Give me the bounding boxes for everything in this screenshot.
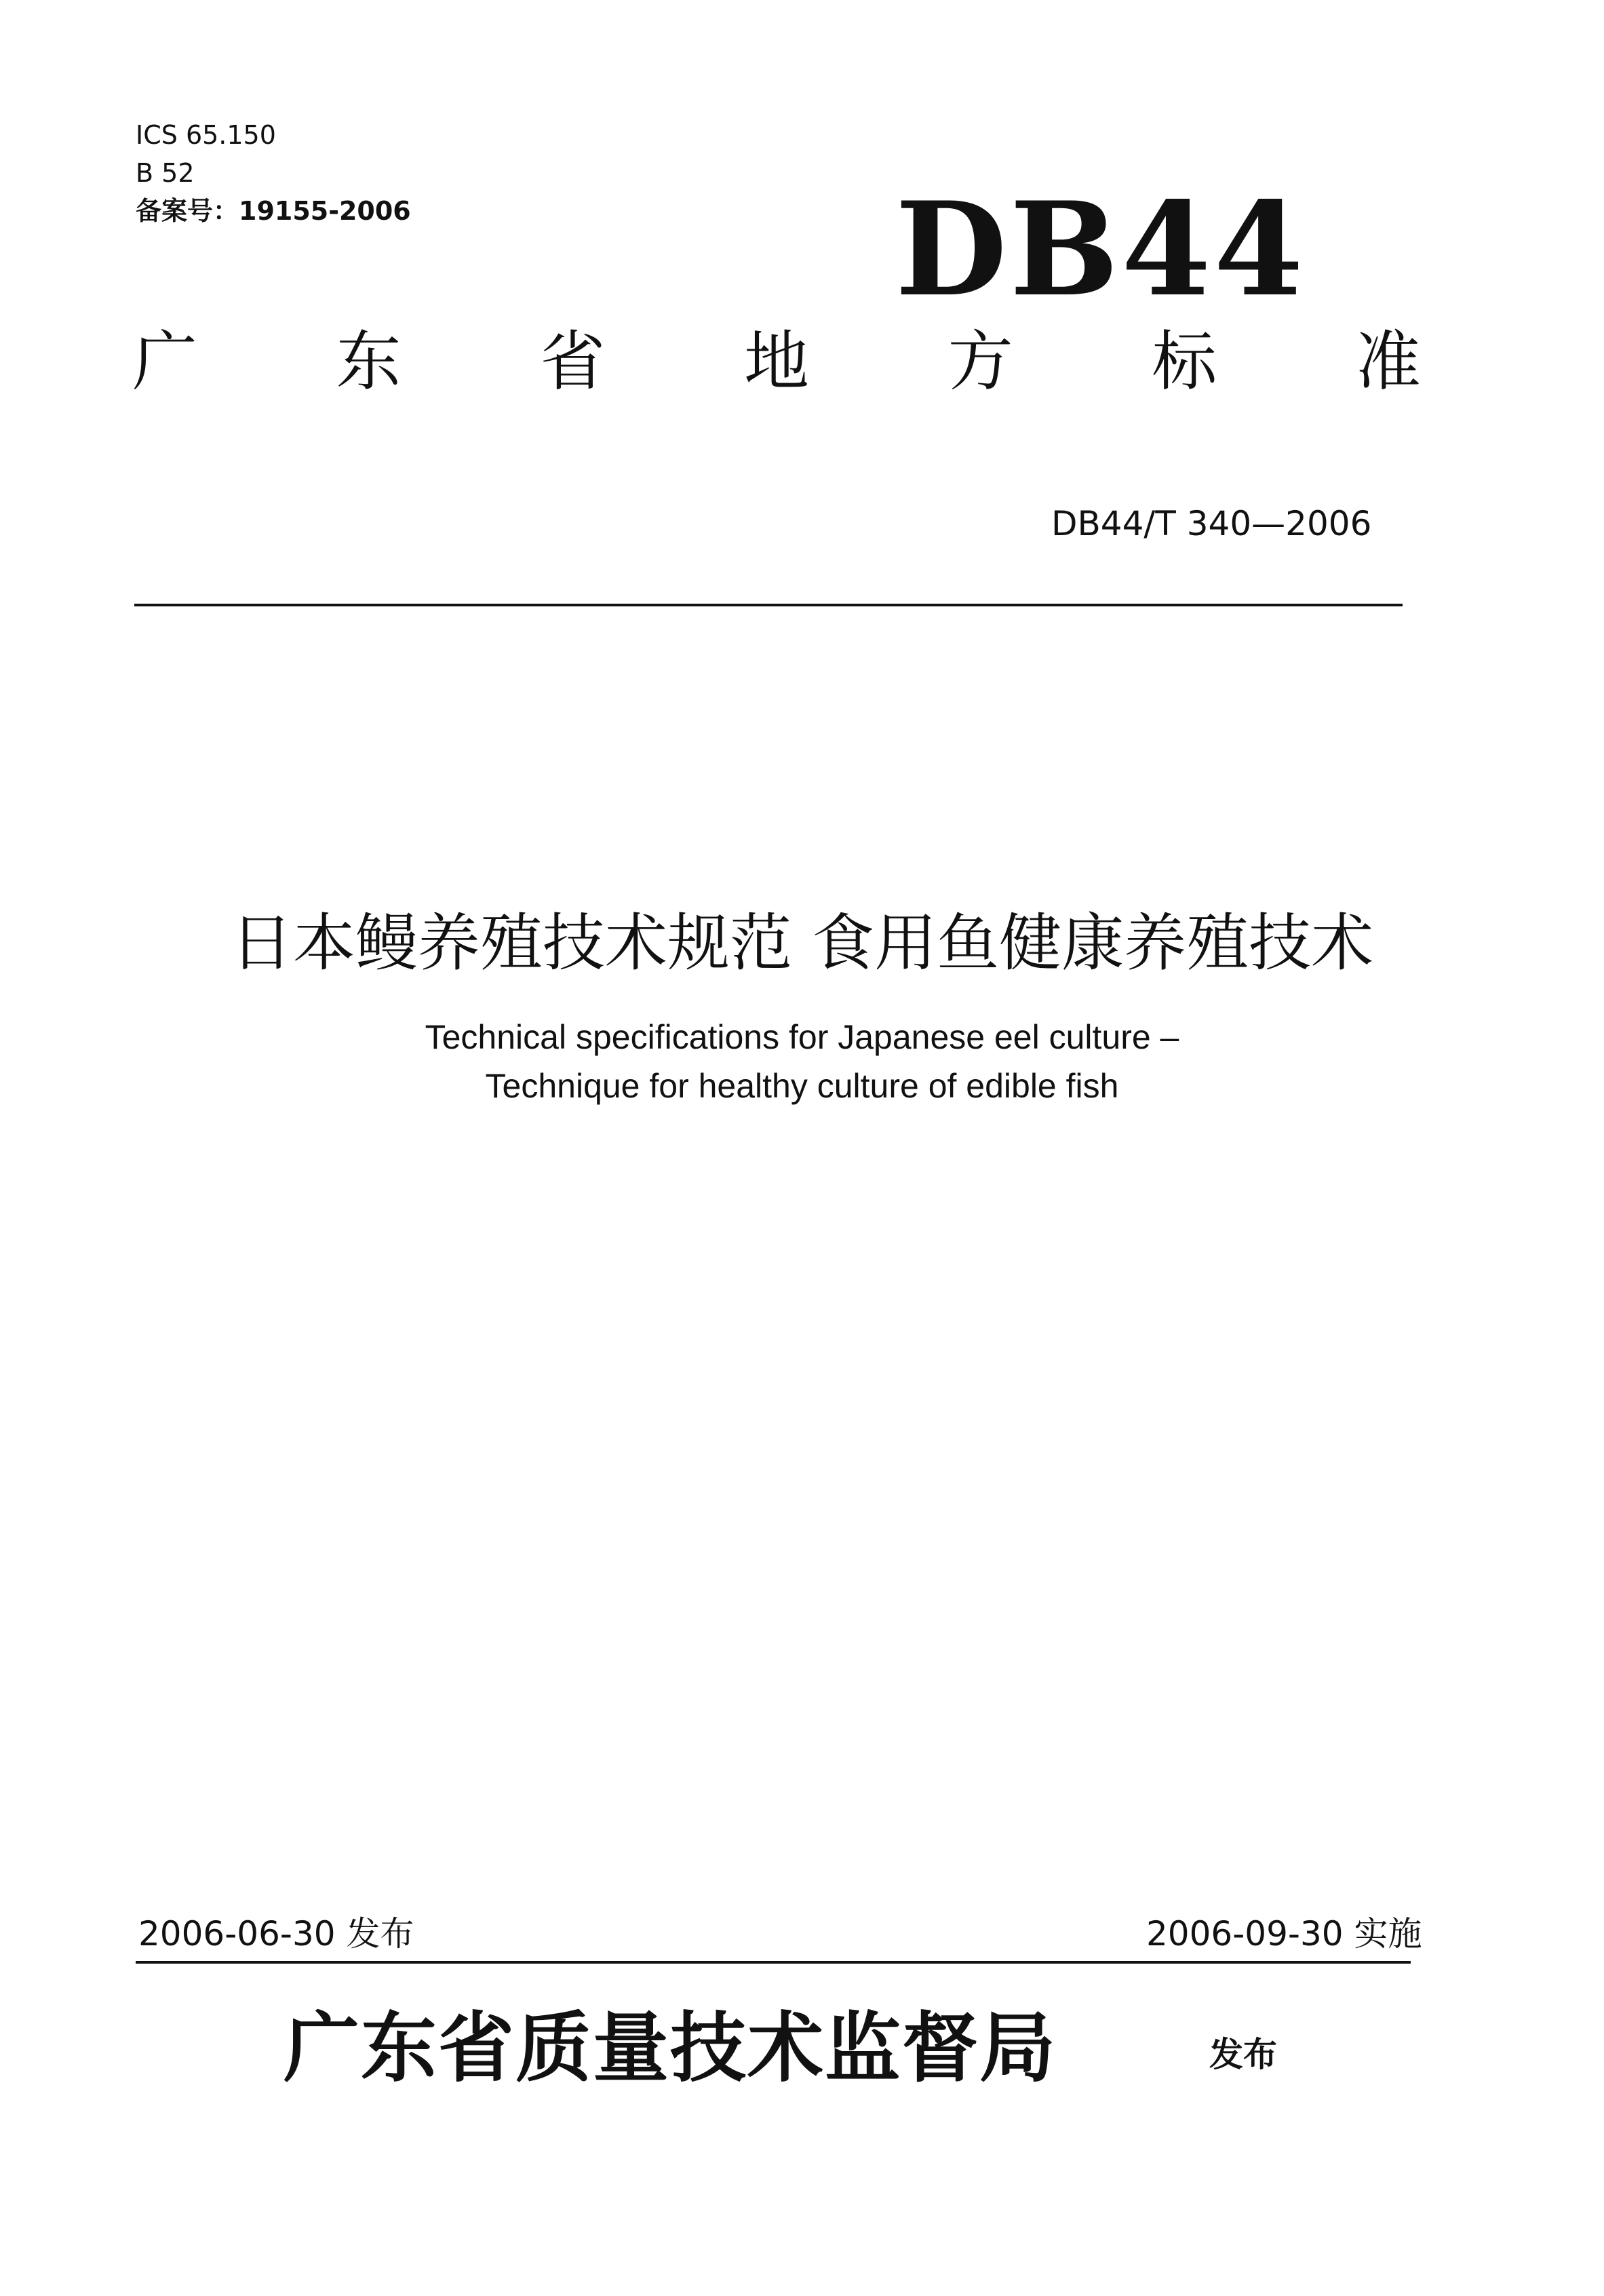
footer-divider: [136, 1961, 1411, 1964]
header-divider: [134, 604, 1403, 606]
standard-type-char: 标: [1152, 324, 1217, 400]
standard-type-char: 省: [540, 324, 606, 400]
issue-date: 2006-06-30 发布: [138, 1914, 414, 1953]
ics-code: ICS 65.150: [136, 120, 276, 150]
document-title-english-line2: Technique for healthy culture of edible fish: [485, 1067, 1119, 1105]
implementation-date: 2006-09-30 实施: [1146, 1914, 1422, 1953]
standard-type-char: 准: [1355, 324, 1421, 400]
publish-label: 发布: [1209, 2035, 1277, 2074]
document-title-english-line1: Technical specifications for Japanese eel culture –: [425, 1018, 1179, 1056]
standard-number: DB44/T 340—2006: [1051, 504, 1372, 543]
document-title-chinese: 日本鳗养殖技术规范 食用鱼健康养殖技术: [230, 907, 1374, 979]
standard-type-heading: [132, 324, 1421, 399]
standard-type-char: 方: [947, 324, 1013, 400]
standard-type-char: 广: [132, 324, 197, 400]
standard-prefix-code: DB44: [895, 174, 1306, 325]
filing-number: 备案号：19155-2006: [136, 196, 411, 226]
ccs-code: B 52: [136, 158, 195, 188]
standard-type-char: 地: [743, 324, 809, 400]
publisher-name: 广东省质量技术监督局: [283, 2004, 1057, 2093]
standard-type-char: 东: [336, 324, 402, 400]
